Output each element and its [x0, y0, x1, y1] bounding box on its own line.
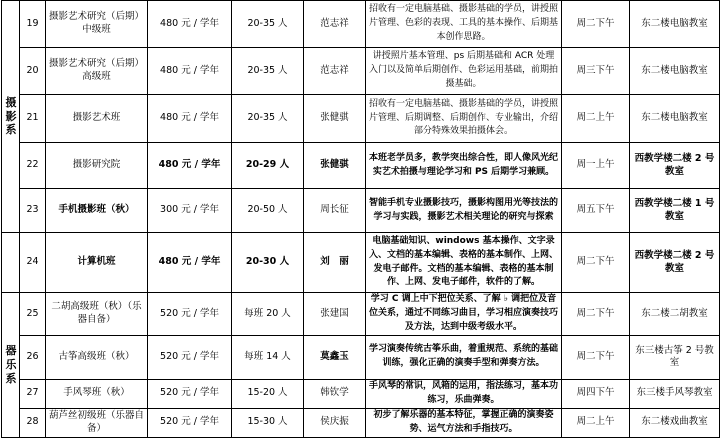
class-size: 每班 14 人: [232, 335, 304, 379]
course-name: 葫芦丝初级班（乐器自备）: [46, 408, 148, 437]
table-row: [2, 189, 720, 233]
teacher-name: 范志祥: [304, 1, 366, 48]
course-fee: 480 元 / 学年: [148, 48, 232, 95]
teacher-name: 莫鑫玉: [304, 335, 366, 379]
class-time: 周一上午: [562, 143, 630, 189]
row-number: 25: [20, 293, 46, 336]
course-description: 招收有一定电脑基础、摄影基础的学员，讲授照片管理、色彩的表现、工具的基本操作、后期基本创作思路。: [366, 1, 562, 48]
course-schedule-table: [1, 0, 720, 438]
course-fee: 300 元 / 学年: [148, 189, 232, 233]
class-size: 20-50 人: [232, 189, 304, 233]
classroom: 西教学楼二楼 1 号教室: [630, 189, 720, 233]
class-size: 20-35 人: [232, 48, 304, 95]
classroom: 东三楼古筝 2 号教室: [630, 335, 720, 379]
course-description: 初步了解乐器的基本特征，掌握正确的演奏姿势、运气方法和手指技巧。: [366, 408, 562, 437]
class-size: 20-35 人: [232, 95, 304, 143]
table-row: [2, 335, 720, 379]
course-fee: 520 元 / 学年: [148, 293, 232, 336]
teacher-name: 周长征: [304, 189, 366, 233]
row-number: 23: [20, 189, 46, 233]
table-row: [2, 379, 720, 408]
course-description: 本班老学员多，教学突出综合性，即人像风光纪实艺术拍摄与理论学习和 PS 后期学习兼顾。: [366, 143, 562, 189]
table-row: [2, 293, 720, 336]
teacher-name: 范志祥: [304, 48, 366, 95]
course-description: 电脑基础知识、windows 基本操作、文字录入、文档的基本编辑、表格的基本制作、上网、发电子邮件。文档的基本编辑、表格的基本制作、上网、发电子邮件，软件的了解。: [366, 233, 562, 293]
teacher-name: 韩钦学: [304, 379, 366, 408]
row-number: 20: [20, 48, 46, 95]
course-description: 讲授照片基本管理、ps 后期基础和 ACR 处理入门以及简单后期创作、色彩运用基础，前期拍摄基础。: [366, 48, 562, 95]
course-name: 古筝高级班（秋）: [46, 335, 148, 379]
row-number: 19: [20, 1, 46, 48]
course-name: 手风琴班（秋）: [46, 379, 148, 408]
class-size: 20-29 人: [232, 143, 304, 189]
class-time: 周二下午: [562, 233, 630, 293]
class-time: 周四下午: [562, 379, 630, 408]
classroom: 东二楼电脑教室: [630, 48, 720, 95]
row-number: 28: [20, 408, 46, 437]
teacher-name: 侯庆振: [304, 408, 366, 437]
course-name: 摄影艺术研究（后期）中级班: [46, 1, 148, 48]
table-row: [2, 48, 720, 95]
course-name: 二胡高级班（秋）（乐器自备）: [46, 293, 148, 336]
class-time: 周二上午: [562, 95, 630, 143]
teacher-name: 刘 丽: [304, 233, 366, 293]
course-fee: 480 元 / 学年: [148, 95, 232, 143]
class-size: 每班 20 人: [232, 293, 304, 336]
classroom: 东三楼手风琴教室: [630, 379, 720, 408]
table-row: [2, 95, 720, 143]
classroom: 东二楼二胡教室: [630, 293, 720, 336]
course-fee: 480 元 / 学年: [148, 1, 232, 48]
course-fee: 520 元 / 学年: [148, 379, 232, 408]
row-number: 26: [20, 335, 46, 379]
class-time: 周五下午: [562, 189, 630, 233]
course-name: 摄影艺术研究（后期）高级班: [46, 48, 148, 95]
table-row: [2, 233, 720, 293]
category-cell-photo: 摄影系: [2, 1, 20, 233]
course-fee: 520 元 / 学年: [148, 408, 232, 437]
row-number: 27: [20, 379, 46, 408]
category-cell-empty: [2, 233, 20, 293]
class-time: 周二下午: [562, 293, 630, 336]
teacher-name: 张健骐: [304, 95, 366, 143]
table-row: [2, 1, 720, 48]
teacher-name: 张健骐: [304, 143, 366, 189]
row-number: 24: [20, 233, 46, 293]
classroom: 东二楼电脑教室: [630, 1, 720, 48]
category-cell-music: 器乐系: [2, 293, 20, 438]
class-time: 周二下午: [562, 1, 630, 48]
course-fee: 480 元 / 学年: [148, 143, 232, 189]
table-row: [2, 143, 720, 189]
classroom: 东二楼戏曲教室: [630, 408, 720, 437]
class-time: 周二下午: [562, 335, 630, 379]
course-name: 摄影艺术班: [46, 95, 148, 143]
class-time: 周二上午: [562, 408, 630, 437]
course-description: 学习 C 调上中下把位关系、了解 ♭ 调把位及音位关系，通过不同练习曲目，学习相应演奏技巧及方法，达到中级考级水平。: [366, 293, 562, 336]
classroom: 西教学楼二楼 2 号教室: [630, 143, 720, 189]
class-size: 20-35 人: [232, 1, 304, 48]
course-description: 招收有一定电脑基础、摄影基础的学员，讲授照片管理、后期调整、后期创作、专业输出，介绍部分特殊效果拍摄体会。: [366, 95, 562, 143]
class-size: 20-30 人: [232, 233, 304, 293]
course-description: 学习演奏传统古筝乐曲，着重规范、系统的基础训练，强化正确的演奏手型和弹奏方法。: [366, 335, 562, 379]
course-name: 手机摄影班（秋）: [46, 189, 148, 233]
classroom: 东二楼电脑教室: [630, 95, 720, 143]
course-description: 手风琴的常识，风箱的运用，指法练习，基本功练习，乐曲弹奏。: [366, 379, 562, 408]
course-description: 智能手机专业摄影技巧，摄影构图用光等技法的学习与实践，摄影艺术相关理论的研究与探索: [366, 189, 562, 233]
table-row: [2, 408, 720, 437]
row-number: 22: [20, 143, 46, 189]
classroom: 西教学楼二楼 2 号教室: [630, 233, 720, 293]
course-fee: 480 元 / 学年: [148, 233, 232, 293]
class-size: 15-30 人: [232, 408, 304, 437]
class-size: 15-20 人: [232, 379, 304, 408]
class-time: 周三下午: [562, 48, 630, 95]
course-name: 摄影研究院: [46, 143, 148, 189]
course-fee: 520 元 / 学年: [148, 335, 232, 379]
row-number: 21: [20, 95, 46, 143]
teacher-name: 张建国: [304, 293, 366, 336]
course-name: 计算机班: [46, 233, 148, 293]
